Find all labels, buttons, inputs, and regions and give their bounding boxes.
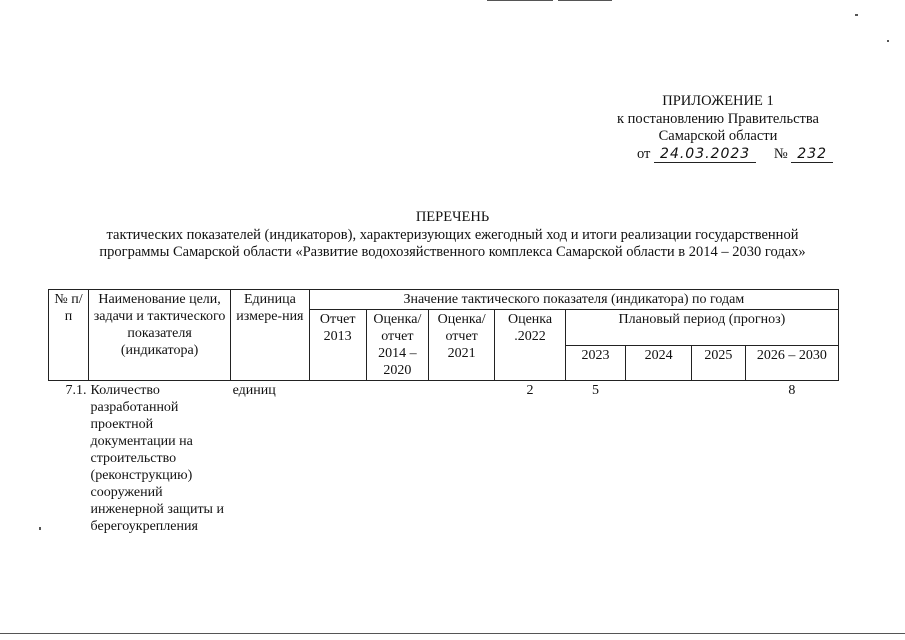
cell-report-2013 bbox=[309, 381, 366, 537]
header-unit: Единица измере-ния bbox=[231, 290, 310, 381]
cell-est-2014-2020 bbox=[366, 381, 428, 537]
header-est-2014-2020: Оценка/ отчет 2014 – 2020 bbox=[366, 310, 428, 381]
cell-2024 bbox=[626, 381, 692, 537]
header-name: Наименование цели, задачи и тактического показателя (индикатора) bbox=[89, 290, 231, 381]
document-title-block bbox=[0, 209, 905, 262]
header-est-2021: Оценка/ отчет 2021 bbox=[429, 310, 495, 381]
header-2026-2030: 2026 – 2030 bbox=[745, 345, 838, 381]
cell-2025 bbox=[692, 381, 746, 537]
cell-est-2021 bbox=[429, 381, 495, 537]
document-title: ПЕРЕЧЕНЬ bbox=[415, 209, 490, 225]
cell-2023: 5 bbox=[591, 383, 599, 398]
appendix-line-region: Самарской области bbox=[658, 128, 778, 144]
document-subtitle-line-1: тактических показателей (индикаторов), характеризующих ежегодный ход и итоги реализации государственной bbox=[106, 226, 799, 243]
header-2025: 2025 bbox=[692, 345, 746, 381]
appendix-date-line bbox=[637, 146, 833, 163]
document-subtitle-line-2: программы Самарской области «Развитие водохозяйственного комплекса Самарской области в 2014 – 2030 годах» bbox=[99, 244, 806, 260]
header-num: № п/п bbox=[49, 290, 89, 381]
appendix-header bbox=[588, 93, 848, 146]
date-prefix: от bbox=[637, 146, 651, 162]
header-2023: 2023 bbox=[565, 345, 625, 381]
cell-2026-2030: 8 bbox=[788, 383, 796, 398]
handwritten-number: 232 bbox=[791, 146, 833, 163]
appendix-title: ПРИЛОЖЕНИЕ 1 bbox=[662, 93, 774, 109]
cell-name: Количество разработанной проектной документации на строительство (реконструкцию) сооружений инженерной защиты и берегоукрепления bbox=[90, 383, 224, 534]
number-prefix: № bbox=[773, 146, 788, 162]
table-row bbox=[49, 381, 839, 537]
header-2024: 2024 bbox=[626, 345, 692, 381]
appendix-line-decree: к постановлению Правительства bbox=[617, 110, 819, 127]
indicators-table bbox=[48, 289, 839, 536]
header-values-group: Значение тактического показателя (индикатора) по годам bbox=[309, 290, 838, 310]
cell-num: 7.1. bbox=[65, 383, 87, 398]
header-est-2022: Оценка .2022 bbox=[495, 310, 566, 381]
cell-unit: единиц bbox=[232, 383, 276, 398]
header-report-2013: Отчет 2013 bbox=[309, 310, 366, 381]
header-plan-group: Плановый период (прогноз) bbox=[565, 310, 838, 346]
handwritten-date: 24.03.2023 bbox=[654, 146, 756, 163]
cell-est-2022: 2 bbox=[526, 383, 534, 398]
